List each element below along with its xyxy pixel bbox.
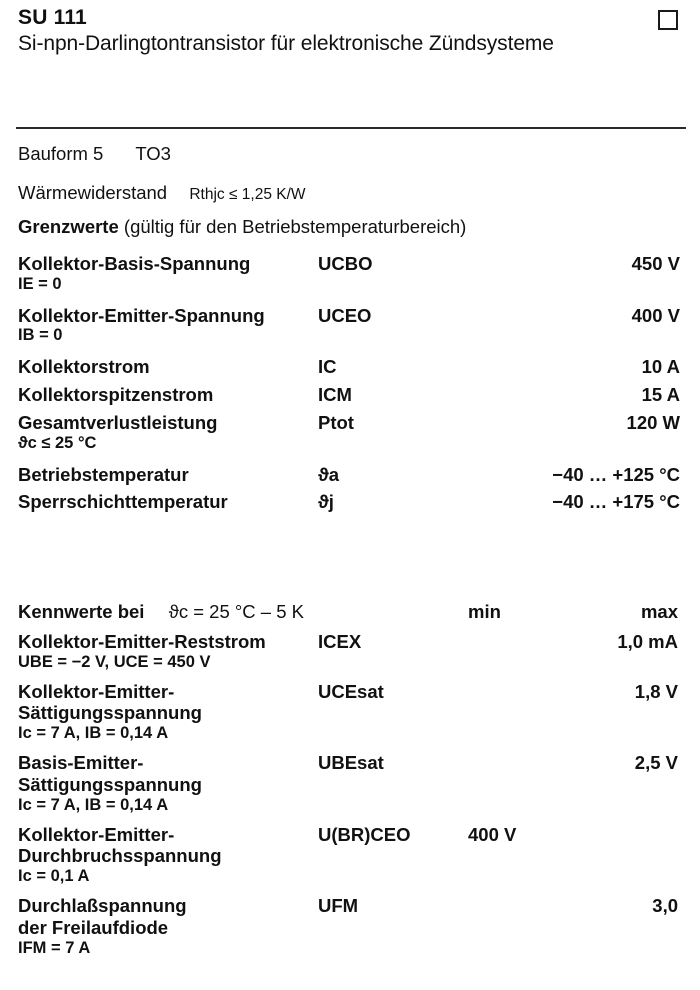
characteristic-symbol: ICEX [318, 631, 362, 652]
limit-symbol: ICM [318, 384, 352, 406]
limit-value: 120 W [626, 411, 680, 433]
characteristic-condition: Ic = 7 A, IB = 0,14 A [18, 724, 169, 743]
characteristic-max: 1,0 mA [617, 631, 678, 652]
characteristics-heading-row [18, 601, 686, 623]
characteristic-name: Basis-Emitter- [18, 752, 144, 774]
table-row [18, 356, 686, 378]
limit-condition: IB = 0 [18, 326, 63, 345]
limit-condition: ϑc ≤ 25 °C [18, 433, 97, 452]
limit-values-table [18, 253, 686, 513]
limit-symbol: ϑa [318, 463, 340, 485]
limits-heading [18, 216, 686, 238]
limit-name: Kollektor-Emitter-Spannung [18, 304, 265, 326]
limit-name: Betriebstemperatur [18, 463, 189, 485]
table-row [18, 752, 686, 815]
column-header-min: min [468, 601, 501, 622]
table-row [18, 305, 686, 347]
characteristic-name-2: Durchbruchsspannung [18, 845, 222, 867]
characteristic-name: Kollektor-Emitter- [18, 680, 175, 702]
characteristic-condition: Ic = 7 A, IB = 0,14 A [18, 795, 169, 814]
limit-symbol: ϑj [318, 491, 334, 513]
column-header-max: max [640, 601, 678, 622]
characteristic-symbol: UFM [318, 894, 359, 916]
table-row [18, 681, 686, 744]
characteristic-name: Kollektor-Emitter- [18, 823, 175, 845]
characteristic-condition: IFM = 7 A [18, 938, 91, 957]
limit-value: −40 … +125 °C [552, 463, 680, 485]
thermal-resistance-value: Rthjc ≤ 1,25 K/W [189, 186, 306, 204]
limit-name: Kollektorstrom [18, 356, 150, 378]
square-outline-icon [658, 10, 678, 30]
limit-symbol: UCEO [318, 304, 372, 326]
limit-value: −40 … +175 °C [552, 491, 680, 513]
characteristic-max: 1,8 V [634, 680, 678, 702]
table-row [18, 412, 686, 454]
bauform-label: Bauform 5 [18, 143, 104, 164]
characteristic-symbol: UBEsat [318, 752, 384, 774]
table-row [18, 491, 686, 513]
limit-condition: IE = 0 [18, 274, 62, 293]
characteristic-min: 400 V [468, 823, 517, 845]
characteristic-name-2: der Freilaufdiode [18, 916, 169, 938]
device-info-block [18, 143, 686, 248]
characteristic-condition: Ic = 0,1 A [18, 867, 90, 886]
table-row [18, 895, 686, 958]
limit-name: Kollektor-Basis-Spannung [18, 253, 251, 274]
characteristic-condition: UBE = −2 V, UCE = 450 V [18, 652, 211, 671]
document-header [18, 6, 682, 57]
thermal-resistance-row [18, 182, 686, 205]
limit-name: Gesamtverlustleistung [18, 411, 218, 433]
limits-heading-label: Grenzwerte [18, 215, 119, 237]
limit-value: 10 A [641, 356, 680, 378]
bauform-row [18, 143, 686, 165]
characteristic-max: 3,0 [652, 894, 678, 916]
table-row [18, 253, 686, 295]
characteristic-name: Durchlaßspannung [18, 894, 187, 916]
table-row [18, 824, 686, 887]
limit-value: 15 A [641, 384, 680, 406]
limit-symbol: UCBO [318, 253, 373, 274]
characteristic-name-2: Sättigungsspannung [18, 702, 202, 724]
limit-value: 450 V [631, 253, 680, 274]
header-divider [16, 127, 686, 129]
characteristic-name: Kollektor-Emitter-Reststrom [18, 631, 266, 652]
characteristic-symbol: U(BR)CEO [318, 823, 411, 845]
characteristics-heading: Kennwerte bei [18, 601, 145, 622]
limit-name: Kollektorspitzenstrom [18, 384, 214, 406]
table-row [18, 631, 686, 673]
title-row [18, 6, 682, 30]
characteristics-heading-condition: ϑc = 25 °C – 5 K [168, 601, 304, 622]
limit-name: Sperrschichttemperatur [18, 491, 228, 513]
document-subtitle: Si-npn-Darlingtontransistor für elektronische Zündsysteme [18, 32, 554, 55]
limit-symbol: Ptot [318, 411, 354, 433]
table-row [18, 464, 686, 486]
table-row [18, 384, 686, 406]
bauform-value: TO3 [135, 143, 171, 164]
limit-value: 400 V [631, 304, 680, 326]
characteristic-symbol: UCEsat [318, 680, 384, 702]
thermal-resistance-label: Wärmewiderstand [18, 182, 168, 204]
characteristic-name-2: Sättigungsspannung [18, 773, 202, 795]
limit-symbol: IC [318, 356, 337, 378]
page-title: SU 111 [18, 6, 87, 29]
limits-heading-note: (gültig für den Betriebstemperaturbereich) [123, 215, 467, 237]
characteristic-max: 2,5 V [634, 752, 678, 774]
characteristics-table [18, 601, 686, 958]
